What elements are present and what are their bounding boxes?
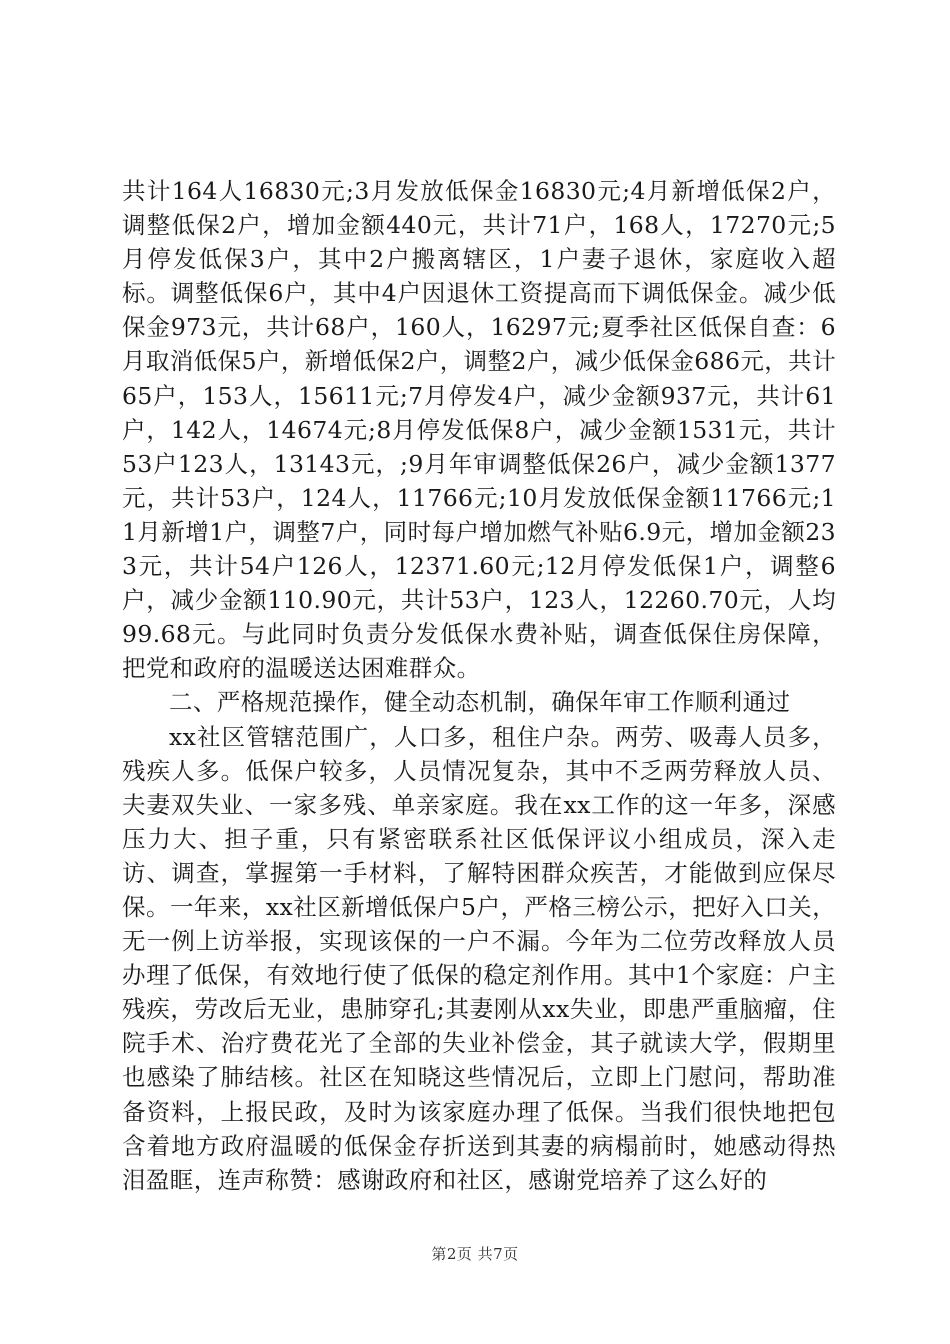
paragraph-community-case: xx社区管辖范围广，人口多，租住户杂。两劳、吸毒人员多，残疾人多。低保户较多，人员情况复杂，其中不乏两劳释放人员、夫妻双失业、一家多残、单亲家庭。我在xx工作的这一年多，深感压力大、担子重，只有紧密联系社区低保评议小组成员，深入走访、调查，掌握第一手材料，了解特困群众疾苦，才能做到应保尽保。一年来，xx社区新增低保户5户，严格三榜公示，把好入口关，无一例上访举报，实现该保的一户不漏。今年为二位劳改释放人员办理了低保，有效地行使了低保的稳定剂作用。其中1个家庭：户主残疾，劳改后无业，患肺穿孔;其妻刚从xx失业，即患严重脑瘤，住院手术、治疗费花光了全部的失业补偿金，其子就读大学，假期里也感染了肺结核。社区在知晓这些情况后，立即上门慰问，帮助准备资料，上报民政，及时为该家庭办理了低保。当我们很快地把包含着地方政府温暖的低保金存折送到其妻的病榻前时，她感动得热泪盈眶，连声称赞：感谢政府和社区，感谢党培养了这么好的 xyxy=(122,722,836,1194)
paragraph-subsidy-summary: 共计164人16830元;3月发放低保金16830元;4月新增低保2户，调整低保2户，增加金额440元，共计71户，168人，17270元;5月停发低保3户，其中2户搬离辖区，1户妻子退休，家庭收入超标。调整低保6户，其中4户因退休工资提高而下调低保金。减少低保金973元，共计68户，160人，16297元;夏季社区低保自查：6月取消低保5户，新增低保2户，调整2户，减少低保金686元，共计65户，153人，15611元;7月停发4户，减少金额937元，共计61户，142人，14674元;8月停发低保8户，减少金额1531元，共计53户123人，13143元，;9月年审调整低保26户，减少金额1377元，共计53户，124人，11766元;10月发放低保金额11766元;11月新增1户，调整7户，同时每户增加燃气补贴6.9元，增加金额233元，共计54户126人，12371.60元;12月停发低保1户，调整6户，减少金额110.90元，共计53户，123人，12260.70元，人均99.68元。与此同时负责分发低保水费补贴，调查低保住房保障，把党和政府的温暖送达困难群众。 xyxy=(122,177,836,683)
section-heading: 二、严格规范操作，健全动态机制，确保年审工作顺利通过 xyxy=(169,688,791,717)
page-footer: 第2页 共7页 xyxy=(431,1245,519,1263)
document-body xyxy=(122,174,836,1197)
